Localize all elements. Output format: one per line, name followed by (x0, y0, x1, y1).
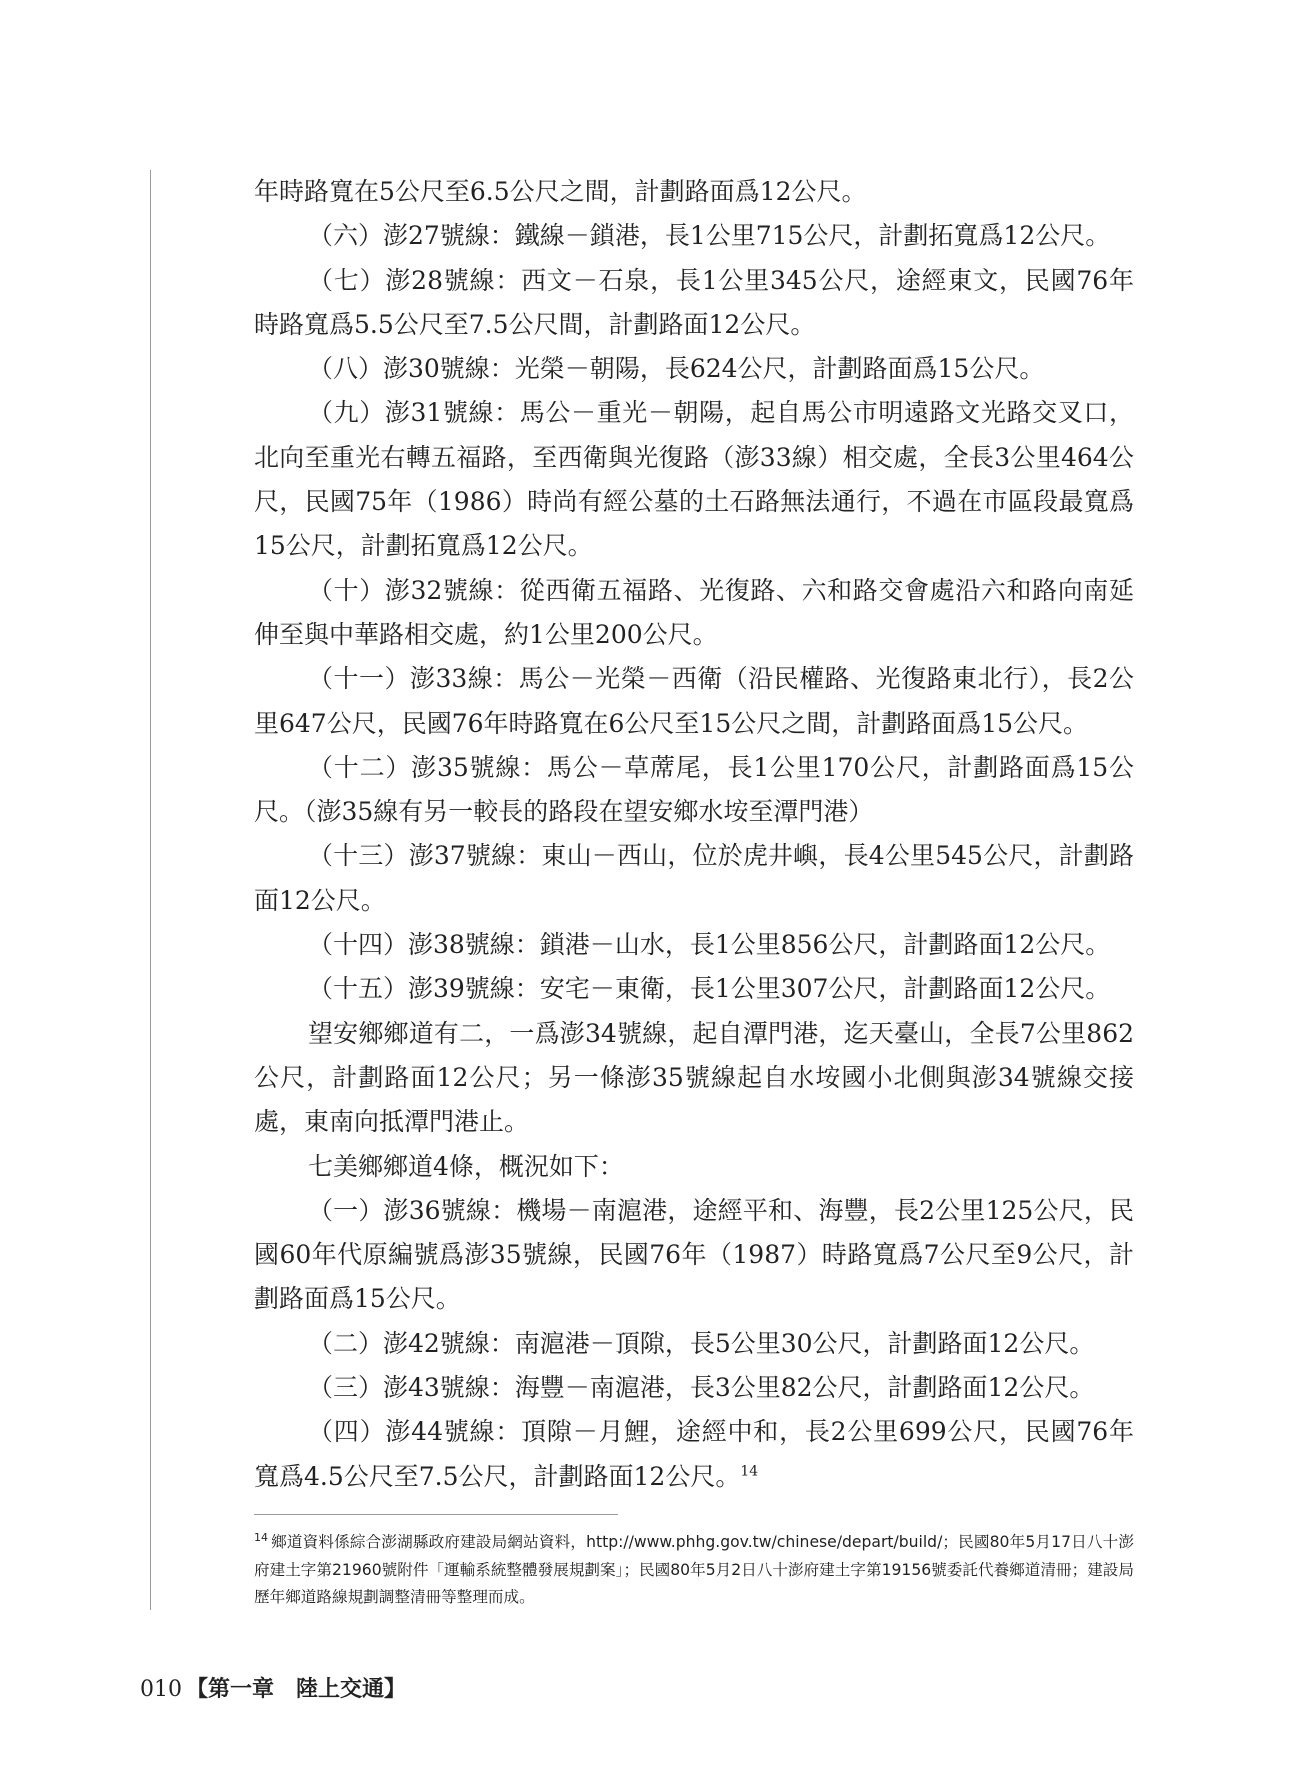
body-text (254, 170, 1134, 1499)
footnote-divider (254, 1514, 618, 1515)
paragraph: （八）澎30號線：光榮－朝陽，長624公尺，計劃路面爲15公尺。 (308, 354, 1045, 384)
paragraph: 七美鄉鄉道4條，概況如下： (308, 1151, 624, 1181)
footnote-number: 14 (254, 1530, 268, 1544)
paragraph-text: （四）澎44號線：頂隙－月鯉，途經中和，長2公里699公尺，民國76年寬爲4.5公尺至7.5公尺，計劃路面12公尺。 (254, 1417, 1134, 1491)
paragraph: 望安鄉鄉道有二，一爲澎34號線，起自潭門港，迄天臺山，全長7公里862公尺，計劃路面12公尺；另一條澎35號線起自水垵國小北側與澎34號線交接處，東南向抵潭門港止。 (254, 1018, 1134, 1137)
footnote-reference[interactable]: 14 (740, 1463, 759, 1480)
paragraph: （十四）澎38號線：鎖港－山水，長1公里856公尺，計劃路面12公尺。 (308, 930, 1111, 960)
paragraph: （十五）澎39號線：安宅－東衛，長1公里307公尺，計劃路面12公尺。 (308, 974, 1111, 1004)
paragraph: 年時路寬在5公尺至6.5公尺之間，計劃路面爲12公尺。 (254, 177, 867, 206)
page-number: 010 (140, 1677, 182, 1702)
paragraph: （三）澎43號線：海豐－南滬港，長3公里82公尺，計劃路面12公尺。 (308, 1373, 1095, 1403)
footnote (254, 1529, 1134, 1612)
paragraph: （二）澎42號線：南滬港－頂隙，長5公里30公尺，計劃路面12公尺。 (308, 1328, 1095, 1358)
page-footer (140, 1672, 406, 1703)
paragraph: （六）澎27號線：鐵線－鎖港，長1公里715公尺，計劃拓寬爲12公尺。 (308, 221, 1111, 251)
margin-rule (150, 170, 151, 1610)
paragraph: （一）澎36號線：機場－南滬港，途經平和、海豐，長2公里125公尺，民國60年代原編號爲澎35號線，民國76年（1987）時路寬爲7公尺至9公尺，計劃路面爲15公尺。 (254, 1195, 1134, 1314)
chapter-title: 【第一章 陸上交通】 (186, 1676, 407, 1702)
paragraph: （十）澎32號線：從西衛五福路、光復路、六和路交會處沿六和路向南延伸至與中華路相交處，約1公里200公尺。 (254, 575, 1134, 649)
paragraph-last (254, 1410, 1134, 1499)
paragraph: （七）澎28號線：西文－石泉，長1公里345公尺，途經東文，民國76年時路寬爲5.5公尺至7.5公尺間，計劃路面12公尺。 (254, 265, 1134, 339)
paragraph: （十三）澎37號線：東山－西山，位於虎井嶼，長4公里545公尺，計劃路面12公尺。 (254, 841, 1134, 915)
paragraph: （十二）澎35號線：馬公－草蓆尾，長1公里170公尺，計劃路面爲15公尺。（澎35線有另一較長的路段在望安鄉水垵至潭門港） (254, 752, 1134, 827)
paragraph: （十一）澎33線：馬公－光榮－西衛（沿民權路、光復路東北行），長2公里647公尺，民國76年時路寬在6公尺至15公尺之間，計劃路面爲15公尺。 (254, 664, 1134, 738)
paragraph: （九）澎31號線：馬公－重光－朝陽，起自馬公市明遠路文光路交叉口，北向至重光右轉五福路，至西衛與光復路（澎33線）相交處，全長3公里464公尺，民國75年（1986）時尚有經公墓的土石路無法通行，不過在市區段最寬爲15公尺，計劃拓寬爲12公尺。 (254, 398, 1134, 561)
footnote-text: 鄉道資料係綜合澎湖縣政府建設局網站資料，http://www.phhg.gov.tw/chinese/depart/build/；民國80年5月17日八十澎府建土字第21960號附件「運輸系統整體發展規劃案」；民國80年5月2日八十澎府建土字第19156號委託代養鄉道清冊；建設局歷年鄉道路線規劃調整清冊等整理而成。 (254, 1533, 1134, 1606)
